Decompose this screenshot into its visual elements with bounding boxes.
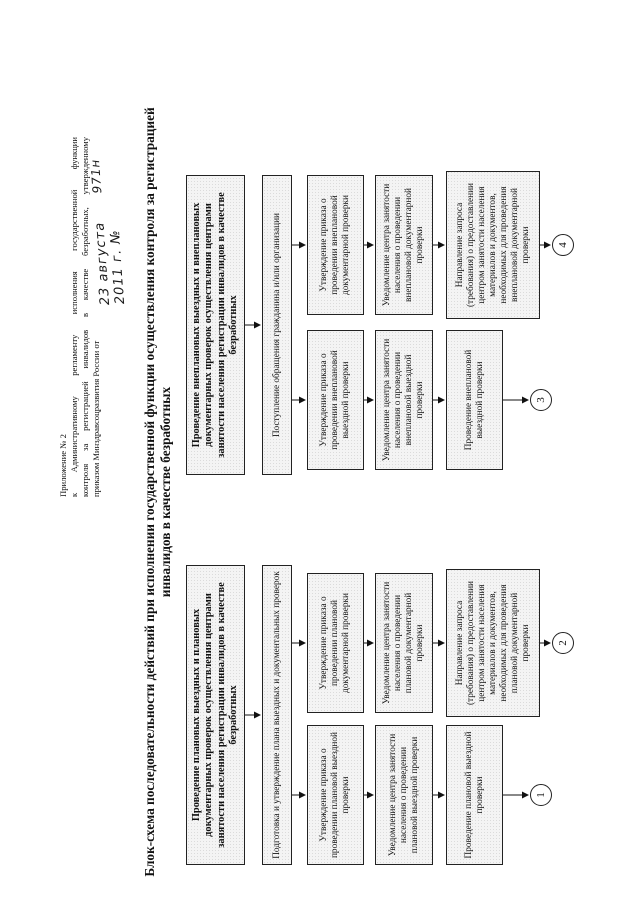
connector-3: 3 (530, 389, 552, 411)
planned-header-text: Проведение плановых выездных и плановых документарных проверок осуществления центрами занятости населения регистрации инвалидов в качестве безработных (190, 582, 239, 848)
unplanned-field-notice-text: Уведомление центра занятости населения о проведении внеплановой выездной проверки (382, 338, 425, 462)
unplanned-doc-notice-text: Уведомление центра занятости населения о проведении внеплановой документарной проверки (382, 183, 425, 307)
unplanned-prep-text: Поступление обращения гражданина и/или организации (271, 212, 282, 438)
planned-doc-notice-box (375, 573, 433, 713)
connector-2: 2 (552, 632, 574, 654)
handwritten-number: 971н (87, 158, 105, 194)
unplanned-doc-request-text: Направление запроса (требования) о предоставлении центром занятости населения материалов и документов, необходимых для проведения внеплановой документарной проверки (454, 182, 531, 308)
planned-doc-order-box (307, 573, 364, 713)
unplanned-field-notice-box (375, 330, 433, 470)
annex-line-2: к Административному регламенту исполнения государственной функции (69, 137, 79, 497)
unplanned-doc-request-box (446, 171, 540, 319)
unplanned-field-order-box (307, 330, 364, 470)
unplanned-field-conduct-box (446, 330, 503, 470)
planned-field-notice-box (375, 725, 433, 865)
planned-header-box (186, 565, 245, 865)
planned-doc-request-text: Направление запроса (требования) о предоставлении центром занятости населения материалов и документов, необходимых для проведения плановой документарной проверки (454, 580, 531, 706)
connector-4: 4 (552, 234, 574, 256)
unplanned-doc-order-box (307, 175, 364, 315)
unplanned-field-conduct-text: Проведение внеплановой выездной проверки (463, 349, 485, 451)
planned-doc-notice-text: Уведомление центра занятости населения о проведении плановой документарной проверки (382, 581, 425, 705)
unplanned-header-box (186, 175, 245, 475)
annex-line-1: Приложение № 2 (58, 434, 68, 497)
planned-prep-box (262, 565, 292, 865)
unplanned-field-order-text: Утверждение приказа о проведении внеплановой выездной проверки (319, 350, 351, 450)
unplanned-doc-order-text: Утверждение приказа о проведении внеплановой документарной проверки (319, 194, 351, 296)
annex-line-3: контроля за регистрацией инвалидов в качестве безработных, утвержденному (80, 137, 90, 497)
planned-doc-order-text: Утверждение приказа о проведении плановой документарной проверки (319, 592, 351, 694)
unplanned-header-text: Проведение внеплановых выездных и внеплановых документарных проверок осуществления центрами занятости населения регистрации инвалидов в качестве безработных (190, 192, 239, 458)
page-title: Блок-схема последовательности действий при исполнении государственной функции осуществления контроля за регистрацией инвалидов в качестве безработных (142, 107, 173, 877)
planned-field-conduct-text: Проведение плановой выездной проверки (463, 731, 485, 859)
handwritten-date-text: 23 августа 2011 г. № (92, 221, 129, 306)
unplanned-doc-notice-box (375, 175, 433, 315)
planned-field-conduct-box (446, 725, 503, 865)
planned-field-order-box (307, 725, 364, 865)
planned-doc-request-box (446, 569, 540, 717)
unplanned-prep-box (262, 175, 292, 475)
annex-line-4: приказом Минздравсоцразвития России от (91, 340, 101, 497)
planned-field-order-text: Утверждение приказа о проведении плановой выездной проверки (319, 731, 351, 859)
planned-field-notice-text: Уведомление центра занятости населения о проведении плановой выездной проверки (387, 733, 420, 857)
planned-prep-text: Подготовка и утверждение плана выездных и документальных проверок (271, 571, 282, 859)
connector-1: 1 (530, 784, 552, 806)
